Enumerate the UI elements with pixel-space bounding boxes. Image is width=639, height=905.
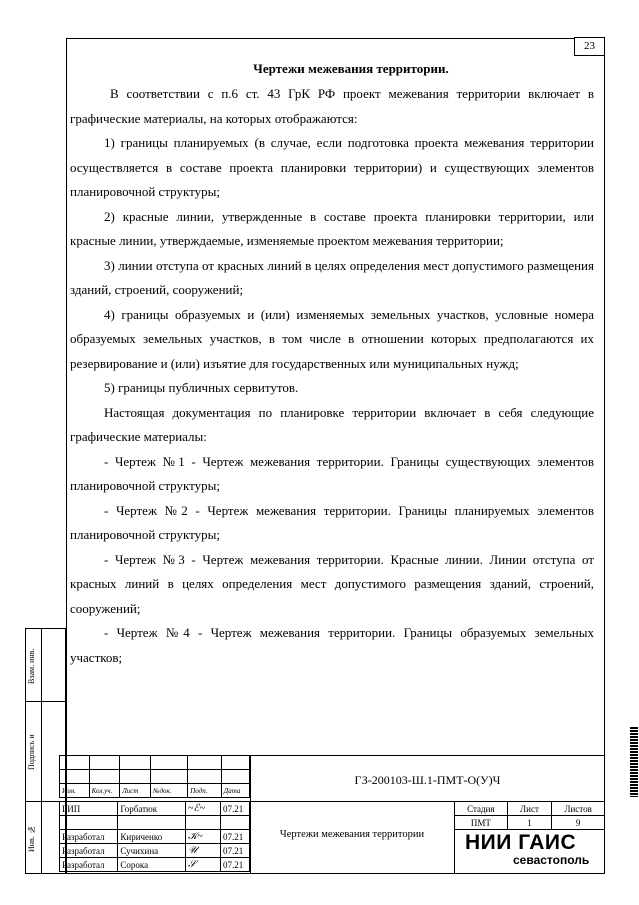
stage-table <box>454 801 605 830</box>
stage-header: Стадия <box>455 802 508 816</box>
side-stamp-vzam: Взам. инв. <box>27 648 36 684</box>
signature-image: 𝒦~ <box>186 830 221 844</box>
paragraph: 1) границы планируемых (в случае, если подготовка проекта межевания территории осуществляется в составе проекта планировки территории) и существующих элементов планировочной структуры; <box>70 135 594 199</box>
date-cell: 07.21 <box>221 858 250 872</box>
role-cell: Разработал <box>60 844 118 858</box>
table-row <box>60 830 250 844</box>
page-number: 23 <box>574 37 605 56</box>
document-name: Чертежи межевания территории <box>279 829 425 840</box>
name-cell: Горбатюк <box>118 802 186 816</box>
paragraph: Настоящая документация по планировке территории включает в себя следующие графические материалы: <box>70 404 594 444</box>
signature-image: 𝒰 <box>186 844 221 858</box>
org-logo-name: НИИ ГАИС <box>465 831 577 854</box>
paragraph: - Чертеж №2 - Чертеж межевания территории. Границы планируемых элементов планировочной структуры; <box>70 502 594 542</box>
paragraph: 3) линии отступа от красных линий в целях определения мест допустимого размещения зданий, строений, сооружений; <box>70 257 594 297</box>
signature-image: ~ℰ~ <box>186 802 221 816</box>
paragraph: - Чертеж №1 - Чертеж межевания территории. Границы существующих элементов планировочной структуры; <box>70 453 594 493</box>
table-row <box>60 802 250 816</box>
date-cell: 07.21 <box>221 830 250 844</box>
org-logo-city: севастополь <box>513 853 590 867</box>
header-list: Лист <box>120 784 151 798</box>
sheets-value: 9 <box>552 816 605 830</box>
sheet-header: Лист <box>507 802 552 816</box>
role-cell: Разработал <box>60 830 118 844</box>
header-podp: Подп. <box>188 784 222 798</box>
role-cell: ГИП <box>60 802 118 816</box>
name-cell: Кириченко <box>118 830 186 844</box>
stage-value: ПМТ <box>455 816 508 830</box>
paragraph: 2) красные линии, утвержденные в составе проекта планировки территории, или красные линии, утверждаемые, изменяемые проектом межевания территории; <box>70 208 594 248</box>
role-cell: Разработал <box>60 858 118 872</box>
name-cell: Сорока <box>118 858 186 872</box>
header-izm: Изм. <box>60 784 90 798</box>
table-row <box>60 816 250 830</box>
sheets-header: Листов <box>552 802 605 816</box>
side-stamp-inv: Инв. № <box>27 825 36 853</box>
date-cell: 07.21 <box>221 844 250 858</box>
sheet-value: 1 <box>507 816 552 830</box>
signature-image: 𝒮 <box>186 858 221 872</box>
header-kolvo: Кол.уч. <box>89 784 119 798</box>
table-row <box>60 844 250 858</box>
paragraph: - Чертеж №3 - Чертеж межевания территории. Красные линии. Линии отступа от красных линий в целях определения мест допустимого размещения зданий, строений, сооружений; <box>70 551 594 616</box>
paragraph: 4) границы образуемых и (или) изменяемых земельных участков, условные номера образуемых земельных участков, в том числе в отношении которых предполагаются их резервирование и (или) изъятие для государственных или муниципальных нужд; <box>70 306 594 371</box>
table-row <box>60 858 250 872</box>
header-ndok: №док. <box>150 784 187 798</box>
signature-table <box>59 801 250 872</box>
page-title: Чертежи межевания территории. <box>253 61 449 76</box>
header-data: Дата <box>221 784 249 798</box>
paragraph: 5) границы публичных сервитутов. <box>104 380 299 395</box>
name-cell: Сучихина <box>118 844 186 858</box>
date-cell: 07.21 <box>221 802 250 816</box>
body-text <box>70 82 594 670</box>
document-code: ГЗ-200103-Ш.1-ПМТ-О(У)Ч <box>354 773 501 787</box>
paragraph: В соответствии с п.6 ст. 43 ГрК РФ проект межевания территории включает в графические материалы, на которых отображаются: <box>70 86 594 126</box>
scan-edge-mark <box>630 727 638 797</box>
side-stamp-podpis: Подпись и <box>27 734 36 770</box>
paragraph: - Чертеж №4 - Чертеж межевания территории. Границы образуемых земельных участков; <box>70 625 594 665</box>
revision-table <box>59 755 250 798</box>
